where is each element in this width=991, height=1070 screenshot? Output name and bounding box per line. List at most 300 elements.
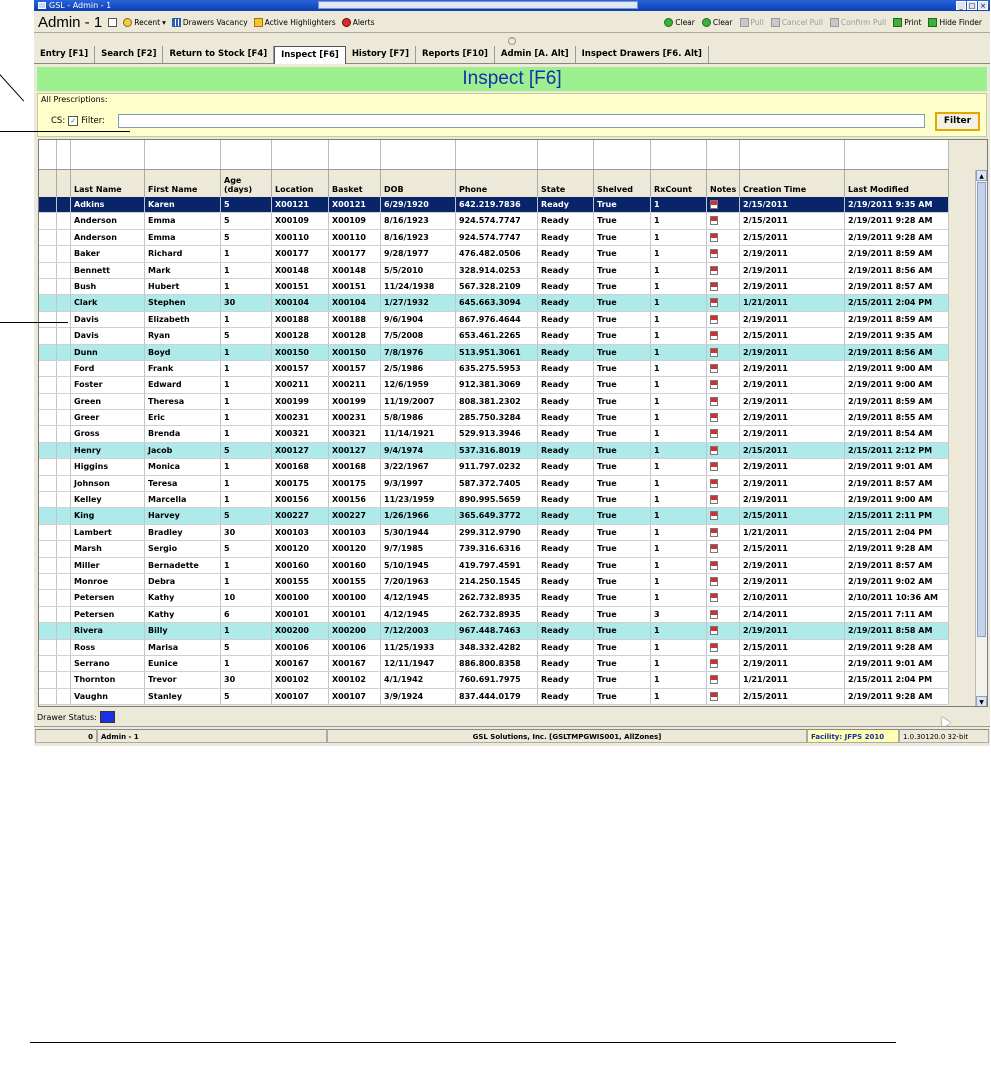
cell-loc: X00127 — [272, 443, 329, 458]
row-selector[interactable] — [39, 394, 57, 409]
tab-history[interactable]: History [F7] — [346, 46, 416, 63]
notes-icon[interactable] — [710, 675, 718, 684]
cell-loc: X00106 — [272, 640, 329, 655]
tab-reports[interactable]: Reports [F10] — [416, 46, 495, 63]
cell-dob: 8/16/1923 — [381, 213, 456, 228]
cell-phone: 837.444.0179 — [456, 689, 538, 704]
header-dob[interactable]: DOB — [381, 170, 456, 197]
table-row[interactable] — [39, 394, 949, 410]
notes-icon[interactable] — [710, 233, 718, 242]
header-rxcount[interactable]: RxCount — [651, 170, 707, 197]
table-row[interactable] — [39, 295, 949, 311]
row-selector[interactable] — [39, 640, 57, 655]
window-title: GSL - Admin - 1 — [49, 1, 112, 10]
cell-notes[interactable] — [707, 345, 740, 360]
active-highlighters-button[interactable] — [254, 18, 336, 27]
drawers-vacancy-label: Drawers Vacancy — [182, 17, 248, 27]
table-row[interactable] — [39, 443, 949, 459]
cell-first: Eunice — [145, 656, 221, 671]
header-age[interactable]: Age (days) — [221, 170, 272, 197]
cell-dob: 1/26/1966 — [381, 508, 456, 523]
filter-cell[interactable] — [39, 140, 57, 169]
filter-cell[interactable] — [707, 140, 740, 169]
row-indicator — [57, 361, 71, 376]
cell-age: 1 — [221, 361, 272, 376]
notes-icon[interactable] — [710, 216, 718, 225]
table-row[interactable] — [39, 476, 949, 492]
table-row[interactable] — [39, 197, 949, 213]
status-user: Admin - 1 — [97, 729, 327, 743]
cell-first: Bradley — [145, 525, 221, 540]
cell-notes[interactable] — [707, 312, 740, 327]
notes-icon[interactable] — [710, 577, 718, 586]
cell-notes[interactable] — [707, 361, 740, 376]
notes-icon[interactable] — [710, 331, 718, 340]
table-row[interactable] — [39, 541, 949, 557]
cell-created: 2/19/2011 — [740, 312, 845, 327]
notes-icon[interactable] — [710, 282, 718, 291]
table-row[interactable] — [39, 590, 949, 606]
cell-shelved: True — [594, 377, 651, 392]
cell-shelved: True — [594, 558, 651, 573]
cell-notes[interactable] — [707, 197, 740, 212]
cell-state: Ready — [538, 345, 594, 360]
cell-loc: X00211 — [272, 377, 329, 392]
row-selector[interactable] — [39, 410, 57, 425]
scroll-thumb[interactable] — [977, 182, 986, 637]
filter-cell[interactable] — [57, 140, 71, 169]
table-row[interactable] — [39, 656, 949, 672]
cell-state: Ready — [538, 197, 594, 212]
minimize-button[interactable]: _ — [956, 1, 966, 10]
cell-phone: 924.574.7747 — [456, 213, 538, 228]
table-row[interactable] — [39, 525, 949, 541]
document-icon[interactable] — [108, 18, 117, 27]
cell-created: 2/19/2011 — [740, 345, 845, 360]
row-selector[interactable] — [39, 279, 57, 294]
cell-modified: 2/19/2011 9:00 AM — [845, 377, 949, 392]
notes-icon[interactable] — [710, 429, 718, 438]
collapse-toggle-icon[interactable]: ˄ — [508, 37, 516, 45]
cell-created: 1/21/2011 — [740, 672, 845, 687]
table-row[interactable] — [39, 558, 949, 574]
filter-cell[interactable] — [845, 140, 949, 169]
row-indicator — [57, 443, 71, 458]
cell-shelved: True — [594, 246, 651, 261]
cell-phone: 262.732.8935 — [456, 590, 538, 605]
cell-first: Karen — [145, 197, 221, 212]
cell-notes[interactable] — [707, 263, 740, 278]
cell-last: Johnson — [71, 476, 145, 491]
table-row[interactable] — [39, 263, 949, 279]
row-selector[interactable] — [39, 574, 57, 589]
table-row[interactable] — [39, 246, 949, 262]
notes-icon[interactable] — [710, 610, 718, 619]
cell-loc: X00200 — [272, 623, 329, 638]
cell-notes[interactable] — [707, 377, 740, 392]
panel-header — [37, 67, 987, 91]
cell-loc: X00150 — [272, 345, 329, 360]
cell-notes[interactable] — [707, 279, 740, 294]
cell-dob: 4/12/1945 — [381, 590, 456, 605]
cell-notes[interactable] — [707, 558, 740, 573]
cell-phone: 642.219.7836 — [456, 197, 538, 212]
cell-rx: 1 — [651, 590, 707, 605]
cell-notes[interactable] — [707, 213, 740, 228]
notes-icon[interactable] — [710, 413, 718, 422]
notes-icon[interactable] — [710, 397, 718, 406]
header-first-name[interactable]: First Name — [145, 170, 221, 197]
cell-basket: X00156 — [329, 492, 381, 507]
maximize-button[interactable]: □ — [968, 2, 976, 10]
cell-state: Ready — [538, 672, 594, 687]
notes-icon[interactable] — [710, 643, 718, 652]
notes-icon[interactable] — [710, 528, 718, 537]
cell-shelved: True — [594, 426, 651, 441]
cell-notes[interactable] — [707, 656, 740, 671]
cell-rx: 1 — [651, 263, 707, 278]
notes-icon[interactable] — [710, 626, 718, 635]
cell-last: Lambert — [71, 525, 145, 540]
cell-notes[interactable] — [707, 295, 740, 310]
filter-cell[interactable] — [594, 140, 651, 169]
header-last-modified[interactable]: Last Modified — [845, 170, 949, 197]
table-row[interactable] — [39, 361, 949, 377]
cell-rx: 1 — [651, 558, 707, 573]
cs-group — [51, 116, 105, 126]
cell-notes[interactable] — [707, 246, 740, 261]
row-selector[interactable] — [39, 541, 57, 556]
cell-modified: 2/19/2011 9:02 AM — [845, 574, 949, 589]
vertical-scrollbar[interactable] — [975, 170, 987, 707]
cell-modified: 2/19/2011 8:59 AM — [845, 312, 949, 327]
table-row[interactable] — [39, 279, 949, 295]
cell-shelved: True — [594, 525, 651, 540]
cell-phone: 365.649.3772 — [456, 508, 538, 523]
cell-modified: 2/19/2011 9:28 AM — [845, 640, 949, 655]
table-row[interactable] — [39, 410, 949, 426]
cell-basket: X00157 — [329, 361, 381, 376]
notes-icon[interactable] — [710, 659, 718, 668]
cell-rx: 1 — [651, 623, 707, 638]
cell-last: Ross — [71, 640, 145, 655]
print-icon — [893, 18, 902, 27]
notes-icon[interactable] — [710, 495, 718, 504]
row-selector[interactable] — [39, 345, 57, 360]
close-button[interactable]: × — [978, 1, 988, 10]
cell-last: Adkins — [71, 197, 145, 212]
alerts-button[interactable] — [342, 18, 375, 27]
cell-dob: 7/12/2003 — [381, 623, 456, 638]
header-phone[interactable]: Phone — [456, 170, 538, 197]
cell-first: Theresa — [145, 394, 221, 409]
cell-notes[interactable] — [707, 623, 740, 638]
notes-icon[interactable] — [710, 511, 718, 520]
row-selector[interactable] — [39, 230, 57, 245]
row-indicator — [57, 508, 71, 523]
notes-icon[interactable] — [710, 446, 718, 455]
cell-last: Vaughn — [71, 689, 145, 704]
row-selector[interactable] — [39, 443, 57, 458]
cell-dob: 3/9/1924 — [381, 689, 456, 704]
cell-phone: 285.750.3284 — [456, 410, 538, 425]
row-selector[interactable] — [39, 476, 57, 491]
header-location[interactable]: Location — [272, 170, 329, 197]
cell-last: Davis — [71, 312, 145, 327]
table-row[interactable] — [39, 377, 949, 393]
notes-icon[interactable] — [710, 462, 718, 471]
cell-loc: X00102 — [272, 672, 329, 687]
row-selector[interactable] — [39, 328, 57, 343]
filter-cell[interactable] — [381, 140, 456, 169]
cell-created: 2/19/2011 — [740, 623, 845, 638]
cancel-pull-button[interactable] — [771, 18, 823, 27]
cell-notes[interactable] — [707, 230, 740, 245]
cell-first: Elizabeth — [145, 312, 221, 327]
cell-notes[interactable] — [707, 328, 740, 343]
cell-phone: 760.691.7975 — [456, 672, 538, 687]
row-selector[interactable] — [39, 525, 57, 540]
header-creation-time[interactable]: Creation Time — [740, 170, 845, 197]
cell-age: 1 — [221, 246, 272, 261]
row-selector[interactable] — [39, 377, 57, 392]
cell-phone: 867.976.4644 — [456, 312, 538, 327]
cell-first: Ryan — [145, 328, 221, 343]
table-row[interactable] — [39, 213, 949, 229]
filter-cell[interactable] — [272, 140, 329, 169]
cell-dob: 7/5/2008 — [381, 328, 456, 343]
table-row[interactable] — [39, 328, 949, 344]
cell-created: 2/14/2011 — [740, 607, 845, 622]
cell-notes[interactable] — [707, 689, 740, 704]
filter-cell[interactable] — [538, 140, 594, 169]
status-bar — [34, 726, 990, 745]
cell-notes[interactable] — [707, 492, 740, 507]
scroll-up-icon[interactable]: ▲ — [976, 170, 987, 181]
cell-modified: 2/19/2011 9:28 AM — [845, 689, 949, 704]
table-row[interactable] — [39, 230, 949, 246]
header-notes[interactable]: Notes — [707, 170, 740, 197]
filter-cell[interactable] — [145, 140, 221, 169]
scroll-down-icon[interactable]: ▼ — [976, 696, 987, 707]
cell-last: Rivera — [71, 623, 145, 638]
notes-icon[interactable] — [710, 380, 718, 389]
chevron-down-icon: ▾ — [162, 17, 166, 27]
cell-phone: 911.797.0232 — [456, 459, 538, 474]
cell-last: Petersen — [71, 590, 145, 605]
row-indicator — [57, 640, 71, 655]
cell-modified: 2/15/2011 2:04 PM — [845, 295, 949, 310]
table-row[interactable] — [39, 508, 949, 524]
cell-age: 1 — [221, 263, 272, 278]
filter-cell[interactable] — [651, 140, 707, 169]
notes-icon[interactable] — [710, 200, 718, 209]
cell-state: Ready — [538, 623, 594, 638]
cell-shelved: True — [594, 476, 651, 491]
notes-icon[interactable] — [710, 692, 718, 701]
cell-notes[interactable] — [707, 459, 740, 474]
table-row[interactable] — [39, 574, 949, 590]
tab-inspect-drawers[interactable]: Inspect Drawers [F6. Alt] — [576, 46, 709, 63]
filter-cell[interactable] — [71, 140, 145, 169]
row-selector[interactable] — [39, 295, 57, 310]
cell-created: 2/19/2011 — [740, 377, 845, 392]
cell-state: Ready — [538, 525, 594, 540]
title-search-box[interactable] — [318, 1, 638, 9]
filter-button[interactable]: Filter — [935, 112, 980, 131]
row-selector[interactable] — [39, 213, 57, 228]
cell-last: Gross — [71, 426, 145, 441]
cell-notes[interactable] — [707, 525, 740, 540]
cell-rx: 1 — [651, 525, 707, 540]
row-selector[interactable] — [39, 426, 57, 441]
cell-modified: 2/19/2011 9:28 AM — [845, 213, 949, 228]
table-row[interactable] — [39, 312, 949, 328]
filter-cell[interactable] — [456, 140, 538, 169]
notes-icon[interactable] — [710, 249, 718, 258]
cell-first: Jacob — [145, 443, 221, 458]
row-selector[interactable] — [39, 689, 57, 704]
print-button[interactable] — [893, 18, 921, 27]
header-state[interactable]: State — [538, 170, 594, 197]
cell-notes[interactable] — [707, 443, 740, 458]
cell-shelved: True — [594, 295, 651, 310]
filter-cell[interactable] — [329, 140, 381, 169]
row-selector[interactable] — [39, 492, 57, 507]
cell-notes[interactable] — [707, 394, 740, 409]
cell-state: Ready — [538, 492, 594, 507]
cell-shelved: True — [594, 672, 651, 687]
callout-line — [0, 322, 68, 323]
cell-notes[interactable] — [707, 410, 740, 425]
notes-icon[interactable] — [710, 544, 718, 553]
cell-notes[interactable] — [707, 640, 740, 655]
cell-age: 1 — [221, 476, 272, 491]
table-row[interactable] — [39, 672, 949, 688]
tab-return-to-stock[interactable]: Return to Stock [F4] — [163, 46, 274, 63]
tab-admin[interactable]: Admin [A. Alt] — [495, 46, 576, 63]
row-selector[interactable] — [39, 197, 57, 212]
notes-icon[interactable] — [710, 266, 718, 275]
filter-cell[interactable] — [740, 140, 845, 169]
drawers-vacancy-button[interactable] — [172, 18, 248, 27]
cell-state: Ready — [538, 508, 594, 523]
cell-notes[interactable] — [707, 508, 740, 523]
row-selector[interactable] — [39, 508, 57, 523]
tab-search[interactable]: Search [F2] — [95, 46, 163, 63]
cell-loc: X00188 — [272, 312, 329, 327]
recent-menu[interactable] — [123, 18, 166, 27]
notes-icon[interactable] — [710, 479, 718, 488]
table-row[interactable] — [39, 459, 949, 475]
notes-icon[interactable] — [710, 298, 718, 307]
cell-phone: 653.461.2265 — [456, 328, 538, 343]
cell-notes[interactable] — [707, 426, 740, 441]
row-selector[interactable] — [39, 672, 57, 687]
cell-dob: 6/29/1920 — [381, 197, 456, 212]
confirm-pull-button[interactable] — [830, 18, 886, 27]
pull-button[interactable] — [740, 18, 764, 27]
status-facility: Facility: JFPS 2010 — [807, 729, 899, 743]
cell-notes[interactable] — [707, 590, 740, 605]
cell-basket: X00199 — [329, 394, 381, 409]
tab-inspect[interactable]: Inspect [F6] — [274, 46, 346, 64]
table-row[interactable] — [39, 607, 949, 623]
cell-modified: 2/19/2011 9:01 AM — [845, 656, 949, 671]
cell-dob: 5/30/1944 — [381, 525, 456, 540]
cell-phone: 912.381.3069 — [456, 377, 538, 392]
cell-notes[interactable] — [707, 574, 740, 589]
clear-button-2[interactable] — [702, 18, 733, 27]
table-row[interactable] — [39, 689, 949, 705]
cell-notes[interactable] — [707, 476, 740, 491]
cell-loc: X00155 — [272, 574, 329, 589]
cell-notes[interactable] — [707, 672, 740, 687]
row-selector[interactable] — [39, 263, 57, 278]
cell-notes[interactable] — [707, 541, 740, 556]
clear-button-1[interactable] — [664, 18, 695, 27]
cell-age: 1 — [221, 279, 272, 294]
row-selector[interactable] — [39, 590, 57, 605]
cell-basket: X00148 — [329, 263, 381, 278]
cell-age: 30 — [221, 525, 272, 540]
row-selector[interactable] — [39, 607, 57, 622]
cell-rx: 1 — [651, 640, 707, 655]
filter-input[interactable] — [118, 114, 925, 128]
header-basket[interactable]: Basket — [329, 170, 381, 197]
hide-finder-button[interactable] — [928, 18, 982, 27]
cell-loc: X00121 — [272, 197, 329, 212]
clear-icon — [664, 18, 673, 27]
notes-icon[interactable] — [710, 364, 718, 373]
row-selector[interactable] — [39, 558, 57, 573]
cell-phone: 645.663.3094 — [456, 295, 538, 310]
row-selector[interactable] — [39, 459, 57, 474]
cell-last: Davis — [71, 328, 145, 343]
notes-icon[interactable] — [710, 315, 718, 324]
cs-checkbox[interactable]: ✓ — [68, 116, 78, 126]
cell-state: Ready — [538, 279, 594, 294]
row-selector[interactable] — [39, 361, 57, 376]
tab-bar — [34, 46, 990, 64]
cell-first: Kathy — [145, 607, 221, 622]
status-count: 0 — [35, 729, 97, 743]
cell-loc: X00148 — [272, 263, 329, 278]
cell-state: Ready — [538, 213, 594, 228]
table-row[interactable] — [39, 640, 949, 656]
filter-cell[interactable] — [221, 140, 272, 169]
app-title: Admin - 1 — [38, 13, 103, 31]
row-selector[interactable] — [39, 246, 57, 261]
header-last-name[interactable]: Last Name — [71, 170, 145, 197]
cell-modified: 2/19/2011 8:57 AM — [845, 279, 949, 294]
cell-shelved: True — [594, 443, 651, 458]
table-row[interactable] — [39, 426, 949, 442]
header-shelved[interactable]: Shelved — [594, 170, 651, 197]
cell-age: 1 — [221, 492, 272, 507]
row-selector[interactable] — [39, 656, 57, 671]
notes-icon[interactable] — [710, 348, 718, 357]
table-row[interactable] — [39, 492, 949, 508]
cell-notes[interactable] — [707, 607, 740, 622]
row-selector[interactable] — [39, 623, 57, 638]
table-row[interactable] — [39, 345, 949, 361]
row-selector[interactable] — [39, 312, 57, 327]
table-row[interactable] — [39, 623, 949, 639]
tab-entry[interactable]: Entry [F1] — [34, 46, 95, 63]
notes-icon[interactable] — [710, 561, 718, 570]
notes-icon[interactable] — [710, 593, 718, 602]
